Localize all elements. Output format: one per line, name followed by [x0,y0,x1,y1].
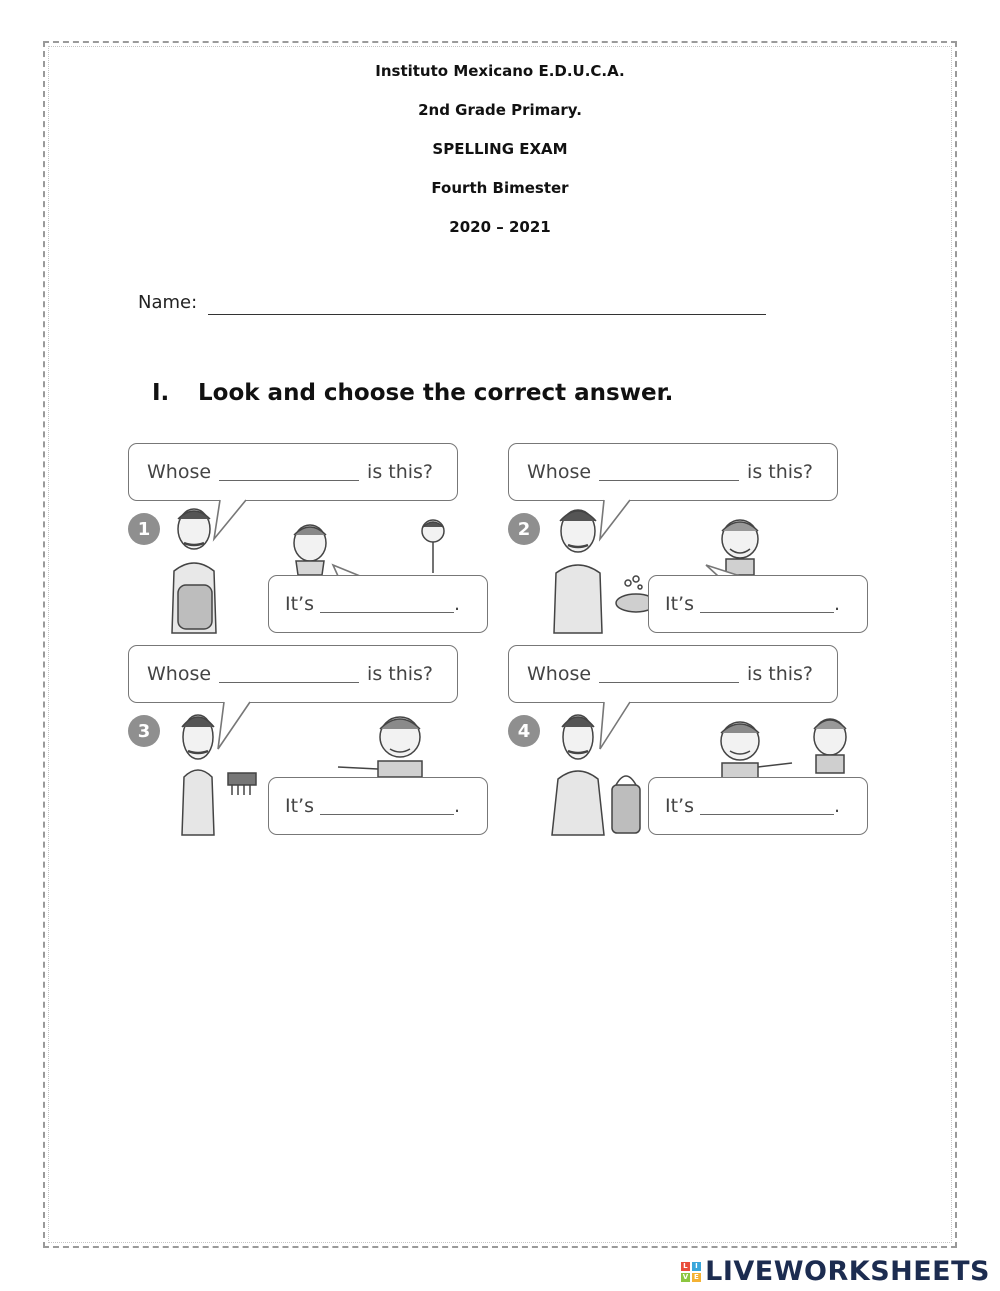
logo-icon [681,1262,701,1282]
logo-letter-block: V [682,1272,689,1281]
question-start: Whose [527,461,592,483]
answer-start: It’s [665,593,694,615]
answer-end: . [454,795,461,817]
question-end: is this? [367,663,434,685]
brand-name: LIVEWORKSHEETS [705,1256,990,1287]
liveworksheets-logo [681,1256,990,1287]
exam-title: SPELLING EXAM [432,140,568,158]
name-label: Name: [138,292,198,313]
question-start: Whose [147,663,212,685]
logo-letter-block: L [681,1262,690,1271]
answer-bubble [268,777,488,835]
exercise-number-badge: 1 [128,513,160,545]
answer-bubble [648,777,868,835]
answer-bubble [268,575,488,633]
answer-blank[interactable] [700,596,834,613]
question-start: Whose [527,663,592,685]
answer-blank[interactable] [320,596,454,613]
question-end: is this? [747,461,814,483]
answer-start: It’s [285,593,314,615]
answer-start: It’s [285,795,314,817]
logo-letter-block: I [692,1262,701,1271]
answer-start: It’s [665,795,694,817]
answer-blank[interactable] [320,798,454,815]
question-end: is this? [747,663,814,685]
question-end: is this? [367,461,434,483]
instruction-text: Look and choose the correct answer. [198,380,674,406]
exercise-number-badge: 3 [128,715,160,747]
instruction-number: I. [152,380,170,406]
logo-letter-block: E [694,1272,700,1281]
answer-blank[interactable] [700,798,834,815]
exercise-number-badge: 4 [508,715,540,747]
instruction-heading [152,380,673,406]
exercise-1 [128,443,498,643]
exercise-3 [128,645,498,845]
school-name: Instituto Mexicano E.D.U.C.A. [375,62,625,80]
exercise-number-badge: 2 [508,513,540,545]
question-start: Whose [147,461,212,483]
exercise-2 [508,443,878,643]
grade-label: 2nd Grade Primary. [418,101,582,119]
answer-end: . [454,593,461,615]
answer-end: . [834,593,841,615]
name-field[interactable] [208,314,766,315]
answer-bubble [648,575,868,633]
school-year: 2020 – 2021 [449,218,551,236]
exercise-4 [508,645,878,845]
period-label: Fourth Bimester [431,179,569,197]
answer-end: . [834,795,841,817]
